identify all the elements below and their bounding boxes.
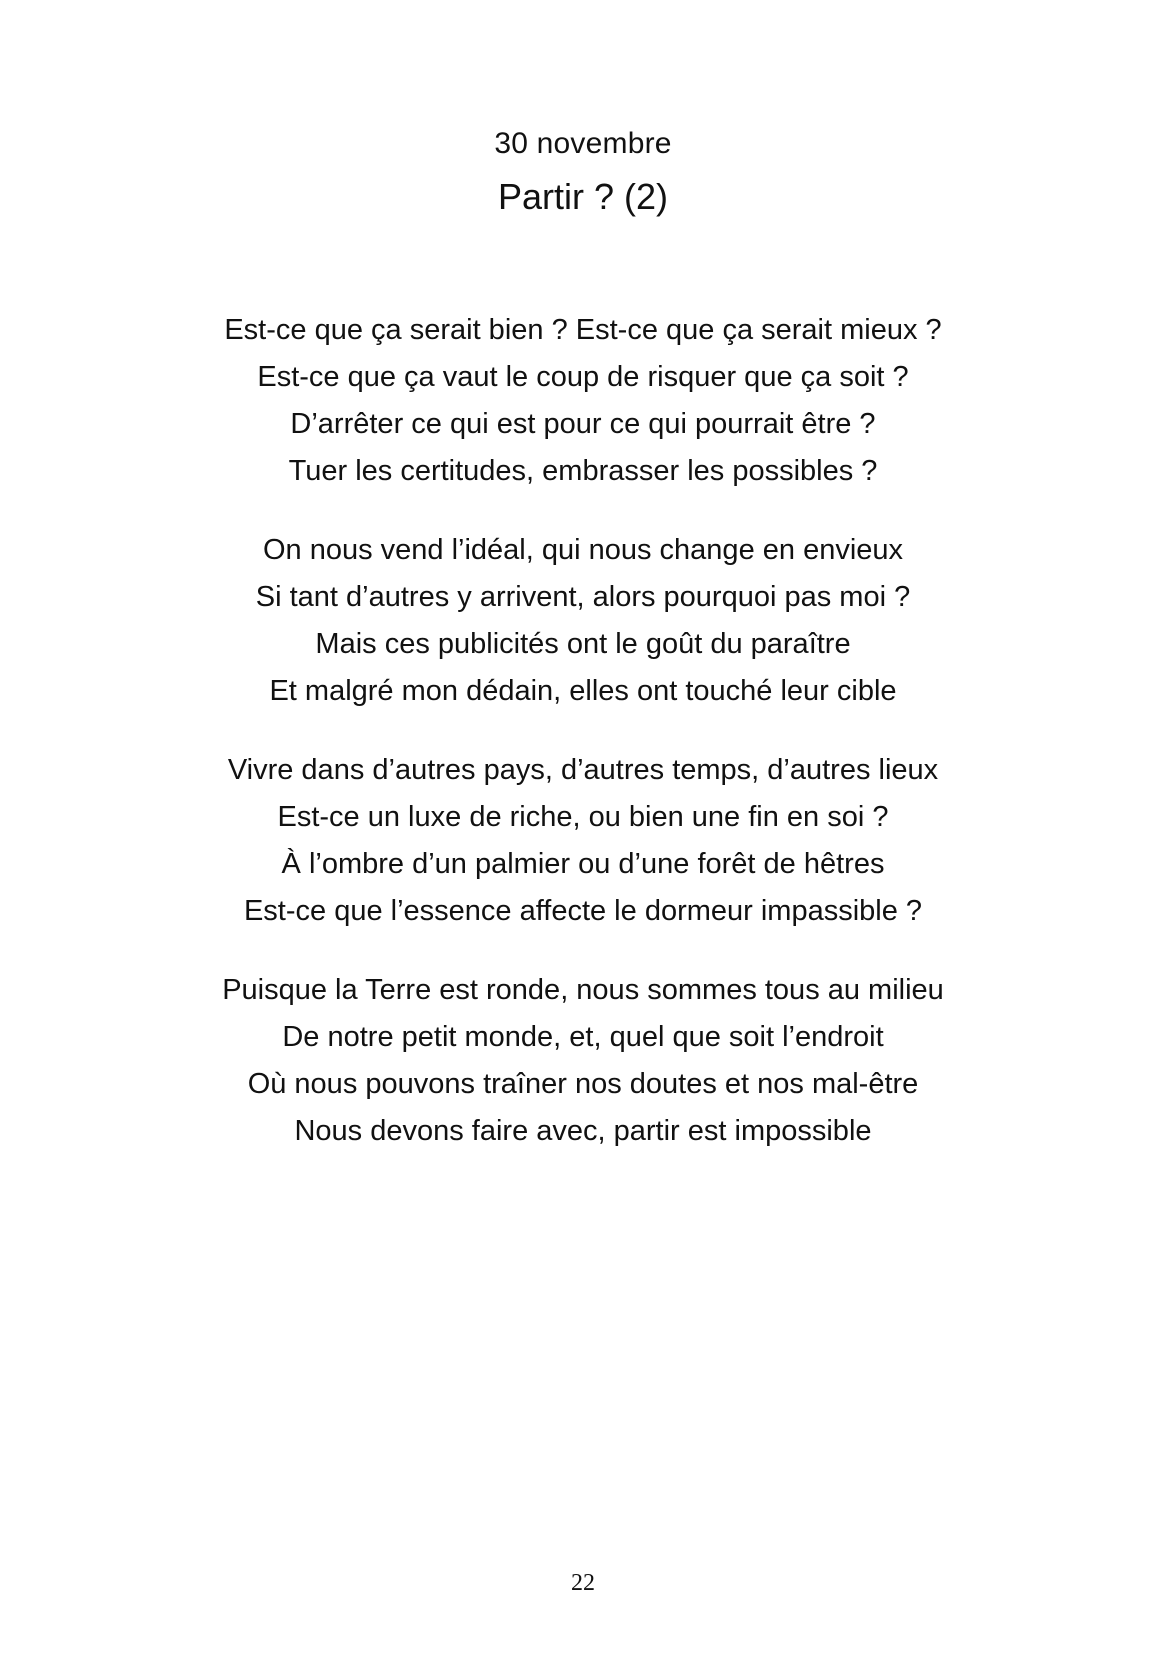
poem-line: Est-ce que l’essence affecte le dormeur impassible ? (243, 895, 923, 927)
poem-line: Et malgré mon dédain, elles ont touché leur cible (269, 675, 897, 707)
poem-line: Mais ces publicités ont le goût du paraître (315, 628, 851, 660)
poem-line: À l’ombre d’un palmier ou d’une forêt de hêtres (281, 848, 885, 880)
poem-line: Puisque la Terre est ronde, nous sommes tous au milieu (222, 974, 944, 1006)
poem-line: Si tant d’autres y arrivent, alors pourquoi pas moi ? (255, 581, 911, 613)
poem-line: Vivre dans d’autres pays, d’autres temps, d’autres lieux (227, 754, 939, 786)
poem-line: D’arrêter ce qui est pour ce qui pourrait être ? (290, 408, 876, 440)
poem-line: Est-ce un luxe de riche, ou bien une fin en soi ? (277, 801, 889, 833)
stanza-3 (0, 747, 1166, 935)
stanza-1 (0, 307, 1166, 495)
poem-line: Est-ce que ça serait bien ? Est-ce que ça serait mieux ? (224, 314, 942, 346)
poem-line: De notre petit monde, et, quel que soit l’endroit (282, 1021, 884, 1053)
poem-line: Tuer les certitudes, embrasser les possibles ? (288, 455, 878, 487)
poem-date: 30 novembre (494, 127, 672, 160)
poem-line: Où nous pouvons traîner nos doutes et nos mal-être (247, 1068, 919, 1100)
poem-body (0, 307, 1166, 1187)
poem-line: On nous vend l’idéal, qui nous change en envieux (262, 534, 904, 566)
stanza-2 (0, 527, 1166, 715)
stanza-4 (0, 967, 1166, 1155)
poem-line: Est-ce que ça vaut le coup de risquer que ça soit ? (257, 361, 909, 393)
page-number: 22 (571, 1570, 595, 1596)
poem-title: Partir ? (2) (497, 176, 669, 217)
poem-line: Nous devons faire avec, partir est impossible (294, 1115, 872, 1147)
